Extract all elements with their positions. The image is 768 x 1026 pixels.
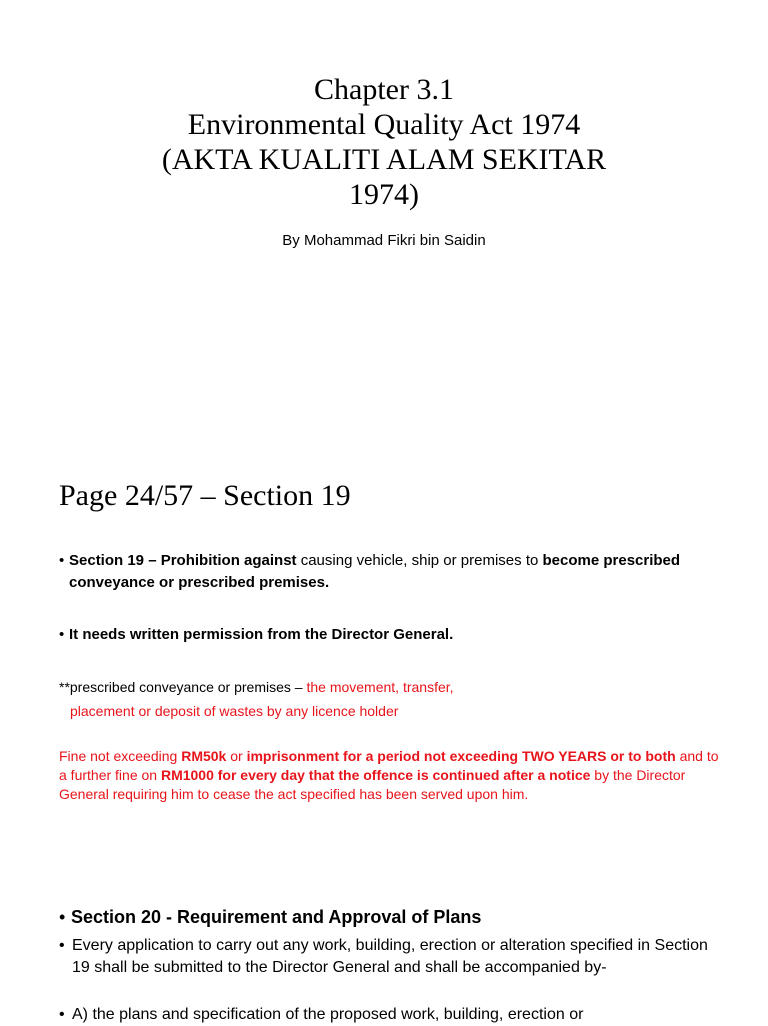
note-red-2: placement or deposit of wastes by any licence holder xyxy=(70,703,399,719)
bullet-section-19 xyxy=(59,550,709,594)
fine-t3: and to a further fine on xyxy=(59,748,719,783)
slide1-title xyxy=(0,72,768,212)
fine-t2: or xyxy=(226,748,247,764)
slide2-title: Page 24/57 – Section 19 xyxy=(59,479,351,512)
fine-b3: RM1000 for every day that the offence is continued after a notice xyxy=(160,767,591,783)
title-line-1: Chapter 3.1 xyxy=(314,73,454,106)
bullet1-bold-1: Section 19 – Prohibition against xyxy=(69,552,297,569)
title-line-3: (AKTA KUALITI ALAM SEKITAR xyxy=(161,143,607,176)
note-red-1: the movement, transfer, xyxy=(306,679,454,695)
fine-b2: imprisonment for a period not exceeding TWO YEARS or to both xyxy=(246,748,676,764)
bullet1-text: causing vehicle, ship or premises to xyxy=(296,552,543,569)
definition-note xyxy=(59,675,454,723)
fine-b1: RM50k xyxy=(181,748,227,764)
section-20-bullet-2 xyxy=(59,1004,719,1026)
bullet1-bold-2: become prescribed conveyance or prescribed premises. xyxy=(69,552,681,591)
fine-t1: Fine not exceeding xyxy=(59,748,182,764)
section-20-bullet-1 xyxy=(59,935,719,979)
penalty-text xyxy=(59,747,719,804)
section-20-bullet-2-text: A) the plans and specification of the proposed work, building, erection or xyxy=(72,1006,584,1023)
section-20-heading-text: Section 20 - Requirement and Approval of Plans xyxy=(71,907,482,927)
bullet-dot: • xyxy=(59,937,65,954)
bullet-dot: • xyxy=(59,907,66,927)
note-prefix: **prescribed conveyance or premises – xyxy=(59,679,307,695)
bullet2-text: It needs written permission from the Director General. xyxy=(69,626,454,643)
title-line-4: 1974) xyxy=(349,178,419,211)
fine-t4: by the Director General requiring him to cease the act specified has been served upon him. xyxy=(59,767,686,802)
bullet-dot: • xyxy=(59,626,65,643)
bullet-dot: • xyxy=(59,552,65,569)
bullet-dot: • xyxy=(59,1006,65,1023)
section-20-bullet-1-text: Every application to carry out any work, building, erection or alteration specified in Section 19 shall be submitted to the Director General and shall be accompanied by- xyxy=(72,937,708,976)
section-20-heading xyxy=(59,905,481,929)
bullet-written-permission xyxy=(59,624,709,646)
title-line-2: Environmental Quality Act 1974 xyxy=(187,108,581,141)
author-line: By Mohammad Fikri bin Saidin xyxy=(282,232,486,249)
